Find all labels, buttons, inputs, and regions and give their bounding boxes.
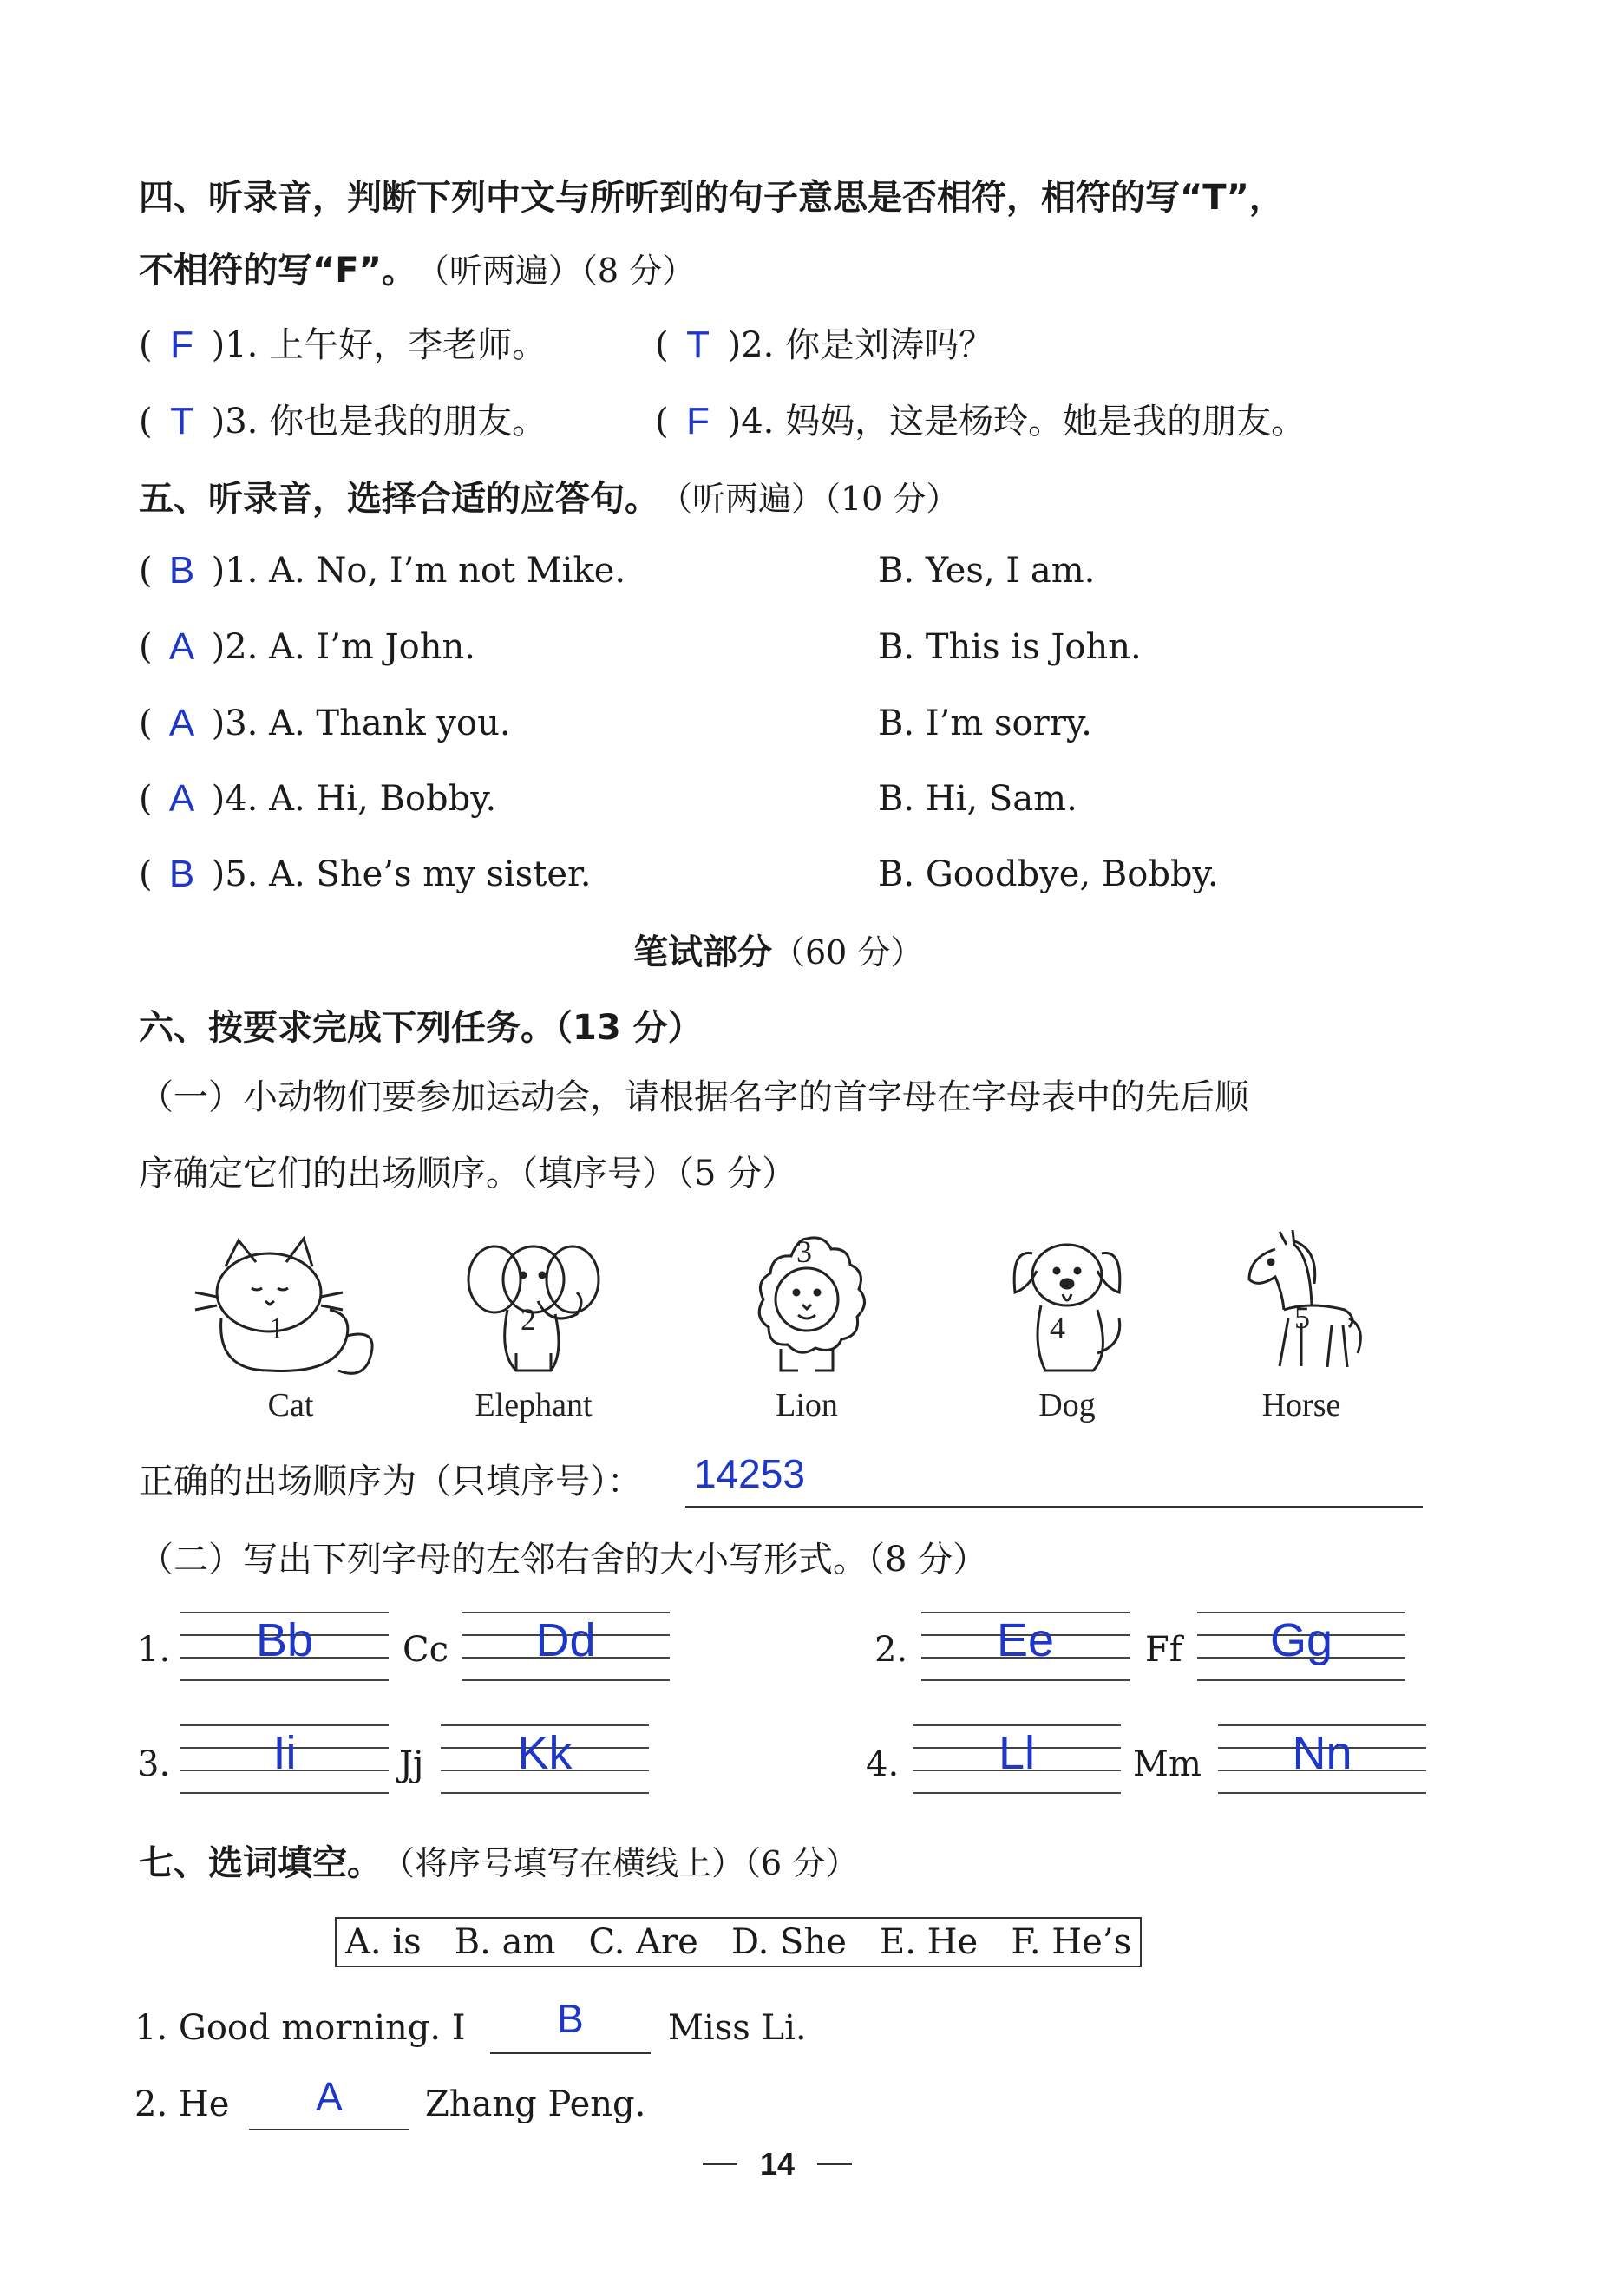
s4-answer-2[interactable]: T	[686, 324, 710, 366]
s7-answer-1[interactable]: B	[557, 1996, 584, 2041]
s5-item-3: ( A )3. A. Thank you.	[139, 699, 511, 748]
s5-option-b-4: B. Hi, Sam.	[878, 779, 1077, 819]
s4-item-1: ( F )1. 上午好，李老师。	[139, 321, 547, 370]
dog-icon	[998, 1232, 1136, 1379]
section7-title-text: 七、选词填空。	[139, 1843, 382, 1883]
animal-label-cat: Cat	[267, 1387, 314, 1423]
fourline-4-right[interactable]	[1218, 1718, 1426, 1801]
animal-num-2: 2	[521, 1302, 536, 1337]
s7-answer-2[interactable]: A	[316, 2074, 343, 2119]
s5-item-1: ( B )1. A. No, I’m not Mike.	[139, 546, 625, 595]
s5-item-5: ( B )5. A. She’s my sister.	[139, 850, 591, 899]
section6-part2-title: （二）写出下列字母的左邻右舍的大小写形式。（8 分）	[139, 1540, 988, 1580]
section5-title	[139, 471, 959, 520]
s4-text-1: )1. 上午好，李老师。	[211, 325, 547, 365]
s7-blank-1	[490, 2052, 651, 2054]
s7-blank-2	[249, 2129, 409, 2130]
letter-given-4: Mm	[1133, 1744, 1202, 1784]
animal-horse	[1223, 1223, 1379, 1424]
order-answer[interactable]: 14253	[694, 1451, 805, 1496]
letter-num-1: 1.	[137, 1630, 171, 1670]
letter-answer-4-right: Nn	[1292, 1727, 1352, 1779]
letter-answer-2-left: Ee	[996, 1614, 1055, 1666]
section4-title-line1: 四、听录音，判断下列中文与所听到的句子意思是否相符，相符的写“T”，	[139, 178, 1284, 218]
s5-option-a-4: )4. A. Hi, Bobby.	[211, 779, 497, 819]
section6-part1-line1: （一）小动物们要参加运动会，请根据名字的首字母在字母表中的先后顺	[139, 1077, 1249, 1117]
s5-item-2: ( A )2. A. I’m John.	[139, 623, 475, 671]
s7-item-2-before: 2. He	[134, 2084, 230, 2124]
animal-label-horse: Horse	[1261, 1387, 1341, 1423]
animal-dog	[989, 1232, 1145, 1424]
letter-answer-4-left: Ll	[998, 1727, 1036, 1779]
cat-icon	[191, 1232, 390, 1379]
s5-option-b-3: B. I’m sorry.	[878, 703, 1092, 743]
fourline-3-left[interactable]	[180, 1718, 389, 1801]
section7-title-note: （将序号填写在横线上）（6 分）	[382, 1844, 859, 1882]
s4-text-4: )4. 妈妈，这是杨玲。她是我的朋友。	[727, 402, 1306, 442]
fourline-3-right[interactable]	[441, 1718, 649, 1801]
s5-option-a-1: )1. A. No, I’m not Mike.	[211, 551, 626, 591]
animal-label-dog: Dog	[1038, 1387, 1096, 1423]
s4-text-2: )2. 你是刘涛吗？	[727, 325, 994, 365]
letter-num-3: 3.	[137, 1744, 171, 1784]
written-score: （60 分）	[772, 933, 924, 972]
s7-item-1-after: Miss Li.	[668, 2008, 807, 2048]
animal-cat	[182, 1232, 399, 1424]
animal-num-1: 1	[269, 1311, 285, 1345]
section6-part1-line2: 序确定它们的出场顺序。（填序号）（5 分）	[139, 1154, 797, 1194]
page-number: 14	[760, 2146, 796, 2182]
letter-answer-3-left: Ii	[272, 1727, 297, 1779]
s5-answer-5[interactable]: B	[168, 853, 195, 895]
letter-num-2: 2.	[874, 1630, 908, 1670]
s4-text-3: )3. 你也是我的朋友。	[211, 402, 547, 442]
s4-answer-3[interactable]: T	[170, 400, 194, 442]
fourline-2-right[interactable]	[1197, 1605, 1405, 1688]
section5-title-text: 五、听录音，选择合适的应答句。	[139, 479, 659, 519]
animal-num-4: 4	[1050, 1311, 1065, 1345]
s5-answer-1[interactable]: B	[168, 549, 195, 592]
s5-answer-2[interactable]: A	[168, 625, 195, 668]
animal-label-elephant: Elephant	[475, 1387, 593, 1423]
section4-title-text: 不相符的写“F”。	[139, 251, 416, 291]
s5-option-a-3: )3. A. Thank you.	[211, 703, 511, 743]
s4-answer-1[interactable]: F	[170, 324, 194, 366]
letter-given-3: Jj	[399, 1744, 424, 1784]
s5-answer-4[interactable]: A	[168, 777, 195, 820]
section6-title: 六、按要求完成下列任务。（13 分）	[139, 1008, 703, 1048]
order-answer-line	[685, 1506, 1423, 1508]
fourline-1-left[interactable]	[180, 1605, 389, 1688]
s4-item-3: ( T )3. 你也是我的朋友。	[139, 397, 547, 446]
letter-given-2: Ff	[1145, 1630, 1182, 1670]
animal-num-5: 5	[1294, 1300, 1310, 1335]
section4-title-note: （听两遍）（8 分）	[416, 252, 696, 290]
animal-label-lion: Lion	[776, 1387, 838, 1423]
animal-num-3: 3	[796, 1234, 812, 1269]
s5-option-b-2: B. This is John.	[878, 627, 1142, 667]
animal-elephant	[434, 1232, 633, 1424]
s5-item-4: ( A )4. A. Hi, Bobby.	[139, 775, 496, 823]
s5-answer-3[interactable]: A	[168, 702, 195, 744]
letter-num-4: 4.	[866, 1744, 900, 1784]
order-label: 正确的出场顺序为（只填序号）：	[139, 1462, 642, 1502]
section7-title	[139, 1835, 858, 1885]
letter-answer-3-right: Kk	[517, 1727, 573, 1779]
letter-given-1: Cc	[403, 1630, 449, 1670]
animal-lion	[720, 1232, 894, 1424]
s5-option-a-5: )5. A. She’s my sister.	[211, 854, 592, 894]
written-part-heading	[633, 925, 923, 974]
s4-item-4: ( F )4. 妈妈，这是杨玲。她是我的朋友。	[655, 397, 1306, 446]
letter-answer-1-right: Dd	[535, 1614, 596, 1666]
page-footer	[703, 2146, 852, 2182]
word-bank: A. is B. am C. Are D. She E. He F. He’s	[335, 1917, 1142, 1967]
fourline-2-left[interactable]	[921, 1605, 1130, 1688]
s4-item-2: ( T )2. 你是刘涛吗？	[655, 321, 993, 370]
s7-item-2-after: Zhang Peng.	[425, 2084, 646, 2124]
written-title: 笔试部分	[633, 932, 772, 972]
section5-title-note: （听两遍）（10 分）	[659, 480, 959, 518]
fourline-4-left[interactable]	[913, 1718, 1121, 1801]
s4-answer-4[interactable]: F	[686, 400, 710, 442]
s7-item-1-before: 1. Good morning. I	[134, 2008, 466, 2048]
fourline-1-right[interactable]	[462, 1605, 670, 1688]
letter-answer-2-right: Gg	[1269, 1614, 1333, 1666]
letter-answer-1-left: Bb	[255, 1614, 314, 1666]
s5-option-b-5: B. Goodbye, Bobby.	[878, 854, 1219, 894]
s5-option-a-2: )2. A. I’m John.	[211, 627, 475, 667]
section4-title-line2	[139, 243, 695, 292]
s5-option-b-1: B. Yes, I am.	[878, 551, 1096, 591]
